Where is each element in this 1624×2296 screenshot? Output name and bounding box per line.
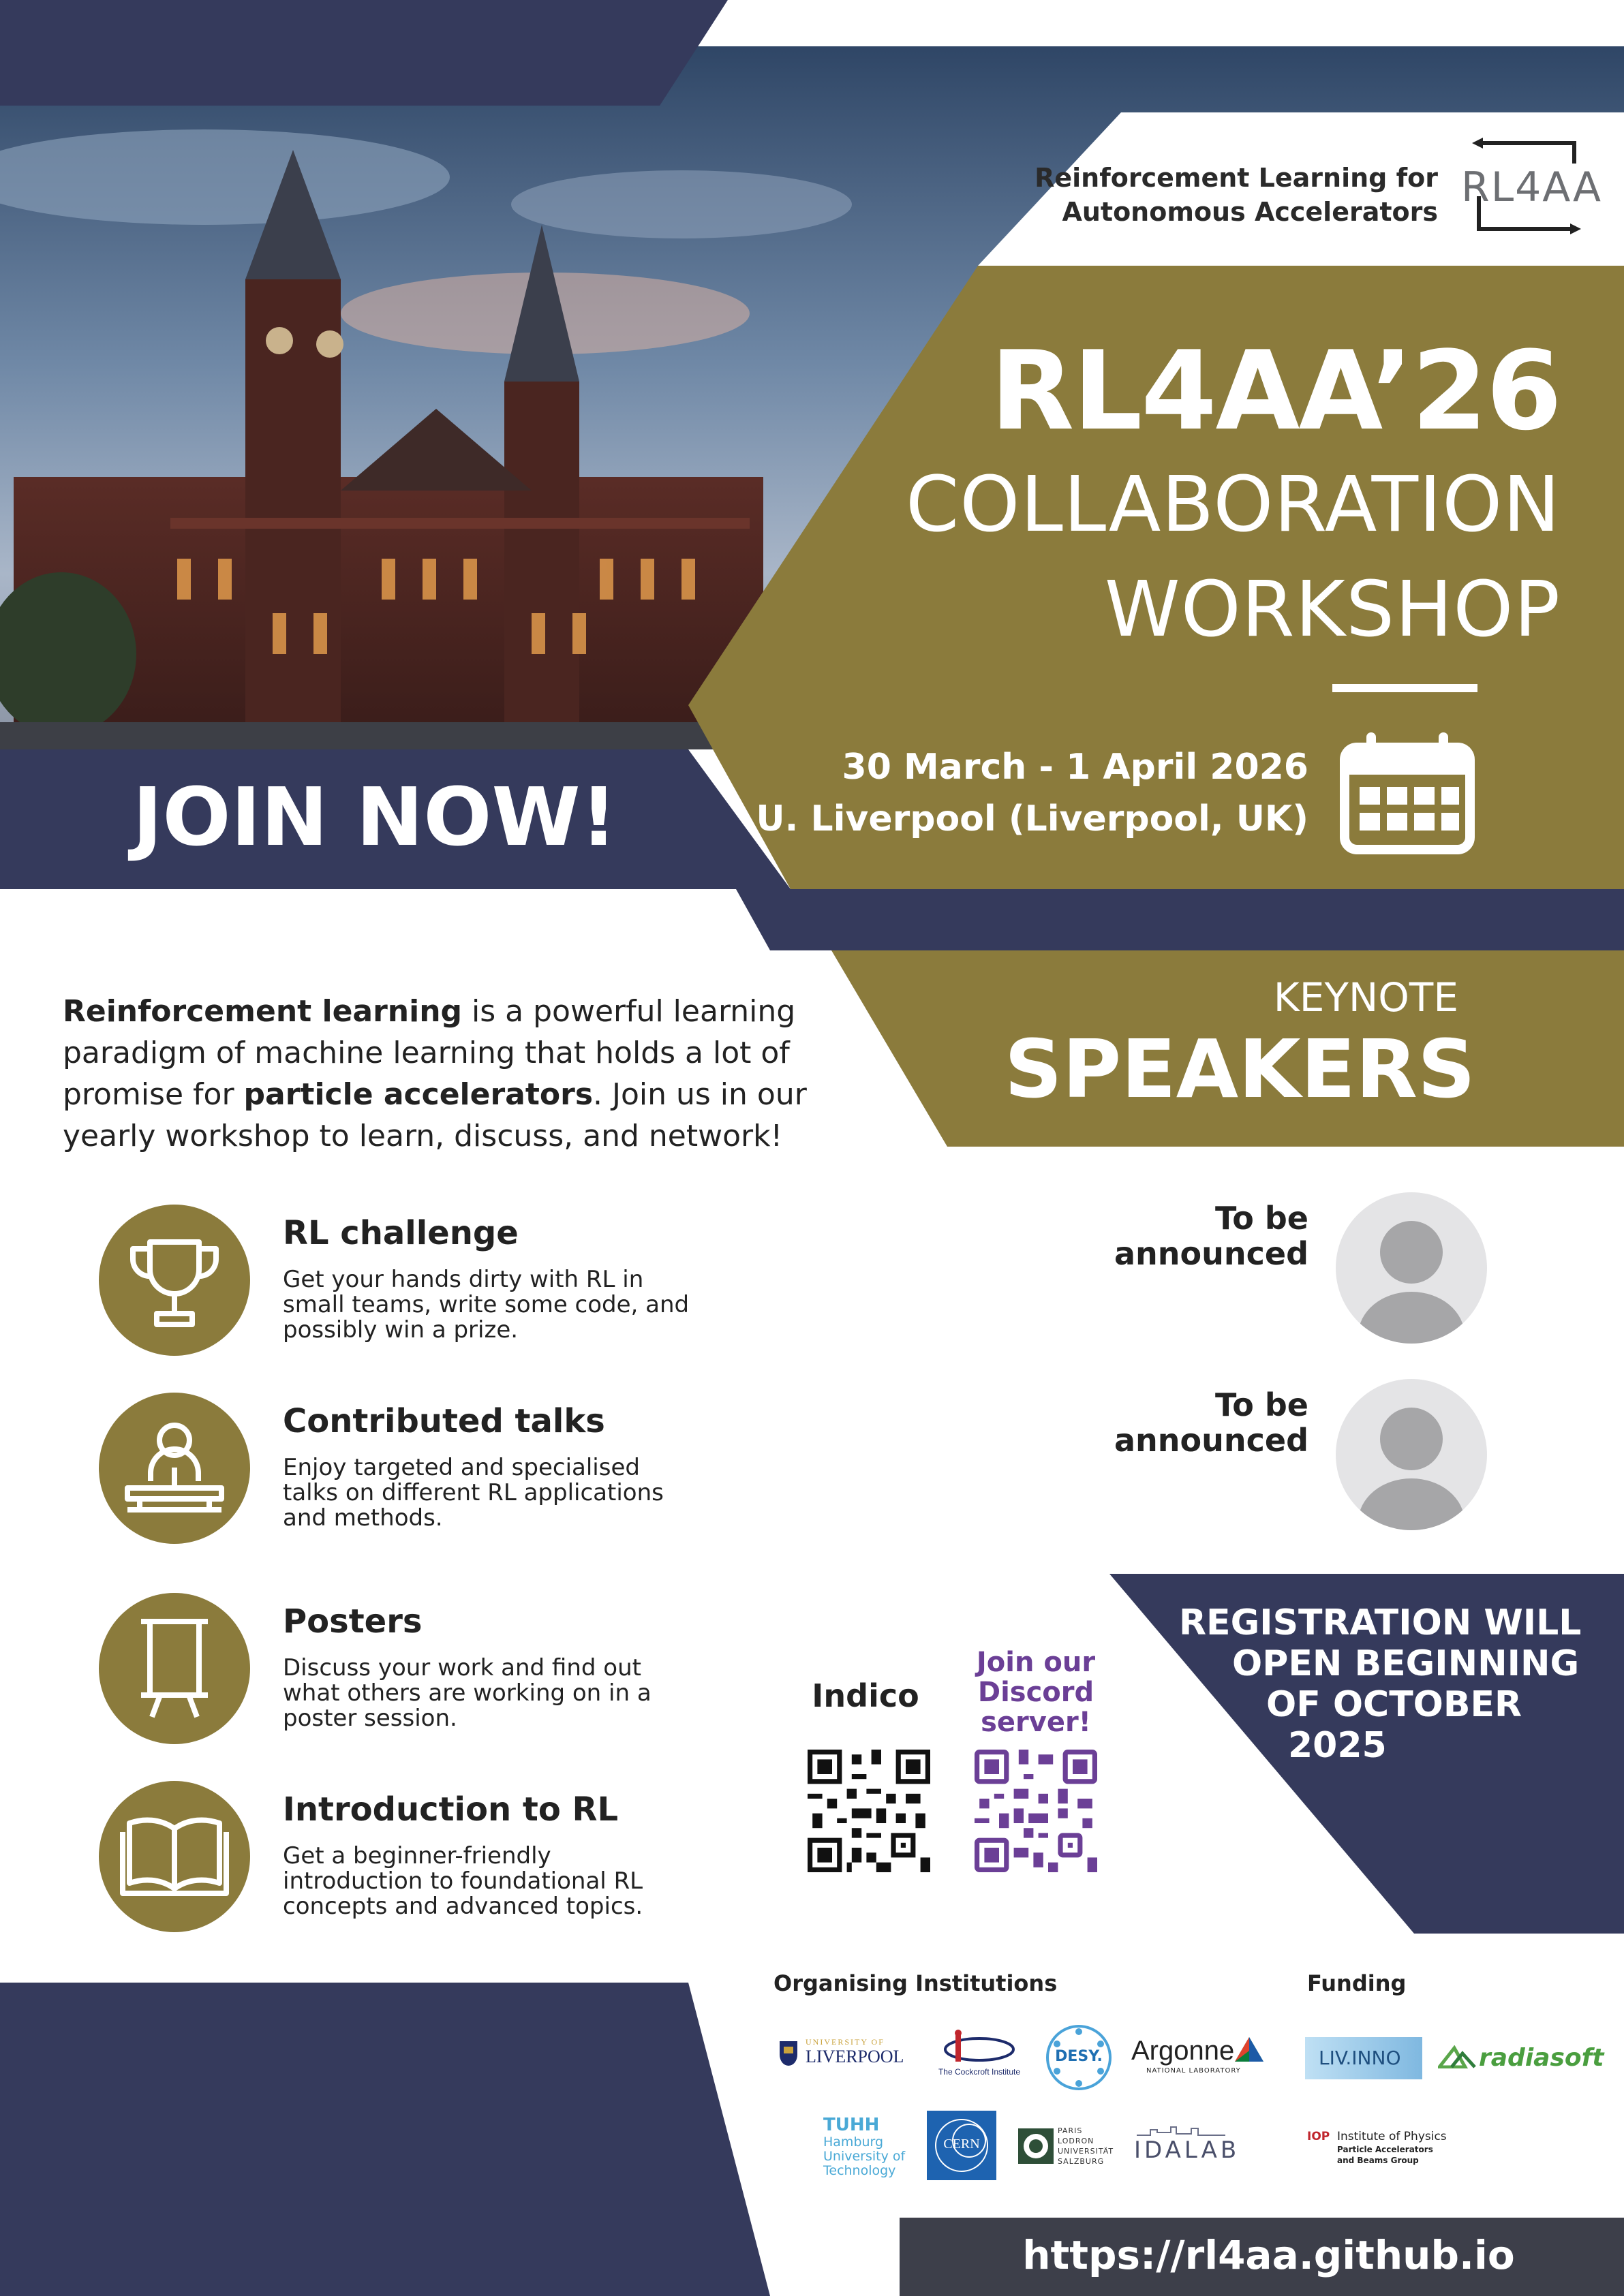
- registration-line2: OPEN BEGINNING: [1232, 1643, 1580, 1684]
- plus-line-2: LODRON: [1058, 2137, 1094, 2145]
- desy-text: DESY.: [1055, 2048, 1103, 2065]
- plus-text: [1058, 2126, 1114, 2167]
- feature-desc: Get a beginner-friendly introduction to foundational RL concepts and advanced topics.: [283, 1842, 643, 1920]
- event-title: RL4AA’26: [990, 327, 1561, 454]
- calendar-icon: [1339, 732, 1475, 855]
- speaker-name: [954, 1387, 1308, 1458]
- plus-salzburg-logo[interactable]: [1018, 2126, 1114, 2171]
- plus-line-4: SALZBURG: [1058, 2157, 1105, 2166]
- registration-notice: [1179, 1602, 1588, 1766]
- idalab-skyline-icon: [1137, 2124, 1225, 2137]
- iop-line-2: Particle Accelerators: [1337, 2145, 1433, 2154]
- header-tagline: [988, 161, 1438, 229]
- cockcroft-text: The Cockcroft Institute: [938, 2067, 1021, 2077]
- feature-icon-circle: [99, 1593, 250, 1744]
- speaker-name-line2: announced: [1114, 1235, 1308, 1272]
- trophy-icon: [99, 1205, 250, 1356]
- tuhh-sub-1: Hamburg: [823, 2135, 884, 2150]
- event-subtitle-line1: COLLABORATION: [906, 461, 1561, 549]
- tuhh-logo[interactable]: [823, 2115, 919, 2183]
- feature-desc: Discuss your work and find out what others are working on in a poster session.: [283, 1654, 652, 1732]
- tuhh-sub-2: University of: [823, 2149, 906, 2164]
- plus-line-3: UNIVERSITÄT: [1058, 2147, 1114, 2156]
- feature-title: Contributed talks: [283, 1402, 605, 1440]
- discord-label-line2: Discord: [977, 1677, 1094, 1708]
- cockcroft-mark-icon: [942, 2029, 1017, 2067]
- feature-title: RL challenge: [283, 1214, 519, 1252]
- intro-paragraph: [63, 991, 826, 1157]
- argonne-logo[interactable]: [1131, 2033, 1268, 2081]
- indico-qr-code[interactable]: [808, 1750, 930, 1872]
- tuhh-sub-3: Technology: [823, 2163, 896, 2178]
- intro-bold-2: particle accelerators: [243, 1077, 594, 1112]
- argonne-triangle-icon: [1235, 2037, 1263, 2062]
- idalab-logo[interactable]: [1131, 2124, 1240, 2172]
- iop-logo[interactable]: [1307, 2130, 1457, 2177]
- keynote-heading: SPEAKERS: [1004, 1022, 1475, 1116]
- discord-label-line3: server!: [981, 1707, 1091, 1738]
- feature-title: Introduction to RL: [283, 1790, 619, 1829]
- liverpool-small-text: UNIVERSITY OF: [806, 2037, 885, 2047]
- rl4aa-logo: [1458, 136, 1608, 238]
- livinno-logo[interactable]: [1305, 2037, 1422, 2079]
- event-when: [750, 741, 1308, 845]
- website-link[interactable]: https://rl4aa.github.io: [1022, 2232, 1515, 2278]
- livinno-text: LIV.INNO: [1319, 2047, 1401, 2069]
- event-subtitle-line2: WORKSHOP: [1104, 565, 1561, 654]
- intro-bold-1: Reinforcement learning: [63, 994, 463, 1029]
- keynote-label: KEYNOTE: [1273, 974, 1458, 1021]
- feature-title: Posters: [283, 1602, 423, 1641]
- speaker-icon: [99, 1393, 250, 1544]
- tagline-line2: Autonomous Accelerators: [1062, 197, 1438, 227]
- argonne-text: Argonne: [1131, 2036, 1235, 2066]
- organising-label: Organising Institutions: [773, 1970, 1058, 1996]
- event-date: 30 March - 1 April 2026: [842, 747, 1308, 788]
- registration-line3: OF OCTOBER: [1266, 1684, 1522, 1725]
- event-venue: U. Liverpool (Liverpool, UK): [756, 798, 1308, 839]
- logo-text: RL4AA: [1461, 164, 1603, 211]
- poster-stand-icon: [99, 1593, 250, 1744]
- speaker-name: [954, 1200, 1308, 1271]
- shield-icon: [778, 2040, 799, 2067]
- feature-icon-circle: [99, 1781, 250, 1932]
- radiasoft-logo[interactable]: [1438, 2040, 1604, 2078]
- radiasoft-mark-icon: [1438, 2045, 1476, 2068]
- person-placeholder-icon: [1336, 1192, 1487, 1344]
- plus-seal-icon: [1018, 2128, 1054, 2164]
- feature-icon-circle: [99, 1205, 250, 1356]
- radiasoft-text: radiasoft: [1479, 2044, 1604, 2072]
- discord-label: [954, 1647, 1118, 1737]
- person-placeholder-icon: [1336, 1379, 1487, 1530]
- open-book-icon: [99, 1781, 250, 1932]
- feature-desc: Enjoy targeted and specialised talks on different RL applications and methods.: [283, 1454, 664, 1532]
- argonne-sub-text: NATIONAL LABORATORY: [1146, 2067, 1241, 2075]
- cern-text: CERN: [943, 2137, 980, 2152]
- avatar: [1336, 1192, 1487, 1344]
- intro-text-1: is a powerful learning paradigm of machine learning that holds a lot of promise for: [63, 994, 796, 1112]
- cockcroft-logo[interactable]: [928, 2029, 1030, 2083]
- intro-text-2: . Join us in our yearly workshop to learn, discuss, and network!: [63, 1077, 807, 1153]
- desy-logo[interactable]: [1045, 2023, 1113, 2092]
- feature-icon-circle: [99, 1393, 250, 1544]
- speaker-name-line2: announced: [1114, 1422, 1308, 1459]
- plus-line-1: PARIS: [1058, 2126, 1083, 2135]
- iop-line-3: and Beams Group: [1337, 2156, 1419, 2165]
- avatar: [1336, 1379, 1487, 1530]
- discord-qr-code[interactable]: [975, 1750, 1097, 1872]
- liverpool-logo[interactable]: [778, 2036, 915, 2077]
- registration-line4: 2025: [1288, 1725, 1387, 1766]
- tagline-line1: Reinforcement Learning for: [1035, 163, 1438, 193]
- feature-desc: Get your hands dirty with RL in small teams, write some code, and possibly win a prize.: [283, 1266, 690, 1344]
- liverpool-text: LIVERPOOL: [806, 2047, 904, 2066]
- registration-line1: REGISTRATION WILL: [1179, 1602, 1582, 1643]
- speaker-name-line1: To be: [1214, 1200, 1308, 1237]
- tuhh-text: TUHH: [823, 2115, 880, 2135]
- funding-label: Funding: [1307, 1970, 1407, 1996]
- iop-line-1: Institute of Physics: [1337, 2130, 1447, 2143]
- indico-label: Indico: [812, 1677, 919, 1714]
- idalab-text: IDALAB: [1134, 2137, 1240, 2164]
- speaker-name-line1: To be: [1214, 1386, 1308, 1423]
- join-now-button[interactable]: JOIN NOW!: [132, 770, 617, 864]
- iop-mark-text: IOP: [1307, 2130, 1330, 2143]
- cern-logo[interactable]: [927, 2111, 996, 2180]
- discord-label-line1: Join our: [976, 1647, 1096, 1678]
